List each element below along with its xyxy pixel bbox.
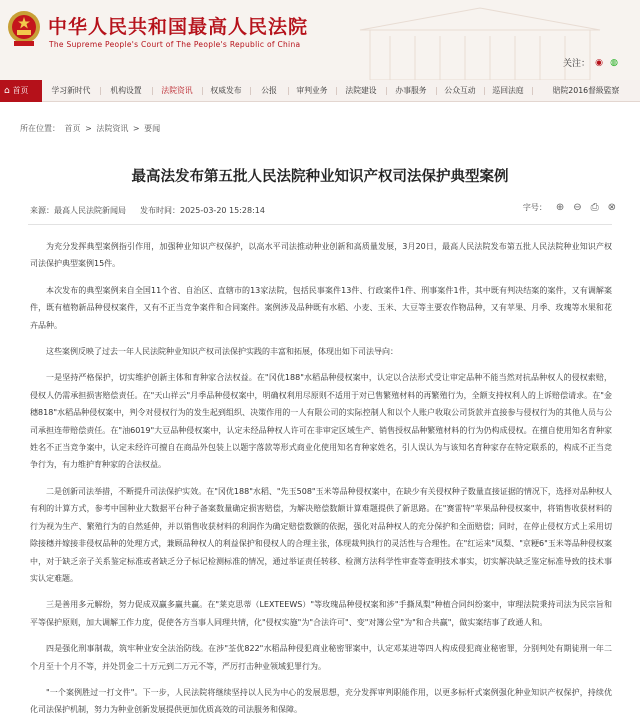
- article-meta: [30, 205, 265, 216]
- nav-item[interactable]: [250, 80, 288, 102]
- paragraph: 一是坚持严格保护，切实维护创新主体和育种家合法权益。在"冈优188"水稻品种侵权案中，认定以合法形式受让审定品种不能当然对抗品种权人的侵权索赔，侵权人仍需承担损害赔偿责任。在"天山祥云"月季品种侵权案中，明确权利用尽原则不适用于对已售繁殖材料的再繁殖行为，全额支持权利人的上诉赔偿请求。在"金穗818"水稻品种侵权案中，判令对侵权行为的发生起到组织、决策作用的一人有限公司的实际控制人和以个人账户收取公司货款并直接参与侵权行为的其他人员与公司承担连带赔偿责任。在"油6019"大豆品种侵权案中，认定未经品种权人许可在非审定区域生产、销售授权品种繁殖材料的行为仍构成侵权。在擅自使用知名育种家姓名不正当竞争案中，认定未经许可擅自在商品外包装上以题字落款等形式商业化使用知名育种家姓名，引人误认为与该知名育种家存在特定联系的，构成不正当竞争行为，有力维护育种家的合法权益。: [30, 373, 612, 470]
- nav-item[interactable]: [42, 80, 100, 102]
- site-subtitle: The Supreme People's Court of The People's Republic of China: [49, 40, 301, 49]
- time-label: 发布时间：: [140, 206, 180, 215]
- nav-item[interactable]: [386, 80, 436, 102]
- breadcrumb-home[interactable]: 首页: [64, 124, 81, 133]
- nav-item[interactable]: [532, 80, 640, 102]
- nav-item-label: 法院资讯: [161, 85, 193, 95]
- article-tools: [523, 202, 616, 213]
- main-nav: [0, 80, 640, 102]
- nav-item[interactable]: [336, 80, 386, 102]
- paragraph: 为充分发挥典型案例指引作用，加强种业知识产权保护，以高水平司法推动种业创新和高质量发展，3月20日，最高人民法院发布第五批人民法院种业知识产权司法保护典型案例15件。: [30, 242, 612, 269]
- follow-bar: [563, 56, 620, 69]
- paragraph: 这些案例反映了过去一年人民法院种业知识产权司法保护实践的丰富和拓展，体现出如下司法导向：: [46, 347, 398, 357]
- weibo-icon[interactable]: ◉: [595, 57, 603, 68]
- breadcrumb: [20, 123, 162, 134]
- site-header: [0, 0, 640, 80]
- nav-item-label: 公众互动: [444, 85, 476, 95]
- nav-item-label: 首页: [12, 85, 29, 95]
- follow-label: 关注：: [562, 59, 590, 69]
- nav-item-label: 权威发布: [210, 85, 242, 95]
- nav-item[interactable]: [100, 80, 152, 102]
- breadcrumb-news[interactable]: 法院资讯: [96, 124, 129, 133]
- nav-item[interactable]: [152, 80, 202, 102]
- nav-item[interactable]: [436, 80, 484, 102]
- nav-item-label: 法院建设: [345, 85, 377, 95]
- fontsize-label: 字号：: [522, 203, 547, 212]
- article-body: [30, 238, 612, 724]
- divider: [28, 224, 612, 225]
- nav-item-label: 办事服务: [395, 85, 427, 95]
- source-label: 来源：: [30, 206, 54, 215]
- paragraph: 四是强化刑事制裁，筑牢种业安全法治防线。在涉"荃优822"水稻品种侵犯商业秘密罪案中，认定邓某进等四人构成侵犯商业秘密罪，分别判处有期徒刑一年二个月至十个月不等，并处罚金二十万元到二万元不等，严厉打击种业领域犯罪行为。: [30, 644, 612, 671]
- home-icon: ⌂: [4, 85, 10, 96]
- paragraph: 本次发布的典型案例来自全国11个省、自治区、直辖市的13家法院，包括民事案件13件、行政案件1件、刑事案件1件，其中既有判决结案的案件，又有调解案件，既有植物新品种侵权案件，又有不正当竞争案件和合同案件。案例涉及品种既有水稻、小麦、玉米、大豆等主要农作物品种，又有苹果、月季、玫瑰等水果和花卉品种。: [30, 285, 612, 330]
- close-icon[interactable]: ⊗: [607, 202, 616, 213]
- paragraph: 三是善用多元解纷，努力促成双赢多赢共赢。在"莱克思蒂（LEXTEEWS）"等玫瑰品种侵权案和涉"手撕凤梨"种植合同纠纷案中，审理法院秉持司法为民宗旨和平等保护原则，加大调解工作力度，促使各方当事人同理共情，化"侵权实施"为"合法许可"、变"对簿公堂"为"和合共赢"，做实案结事了政通人和。: [30, 600, 612, 627]
- print-icon[interactable]: ⎙: [590, 202, 599, 213]
- breadcrumb-separator: >: [85, 124, 92, 133]
- breadcrumb-separator: >: [132, 124, 140, 133]
- time-value: 2025-03-20 15:28:14: [180, 206, 265, 215]
- nav-item[interactable]: [484, 80, 532, 102]
- breadcrumb-headlines[interactable]: 要闻: [144, 124, 161, 133]
- nav-item-label: 賠院2016督級監察: [552, 85, 620, 95]
- national-emblem-icon[interactable]: [6, 8, 42, 48]
- nav-item-label: 学习新时代: [51, 85, 91, 95]
- nav-item-label: 巡回法庭: [492, 85, 524, 95]
- nav-item-label: 公报: [261, 85, 277, 95]
- font-small-icon[interactable]: ⊖: [573, 202, 582, 213]
- nav-item-label: 机构设置: [110, 85, 142, 95]
- breadcrumb-prefix: 所在位置：: [20, 124, 60, 133]
- paragraph: "一个案例胜过一打文件"。下一步，人民法院将继续坚持以人民为中心的发展思想，充分发挥审判职能作用，以更多标杆式案例强化种业知识产权保护，持续优化司法保护机制，努力为种业创新发展提供更加优质高效的司法服务和保障。: [30, 687, 612, 715]
- site-title[interactable]: 中华人民共和国最高人民法院: [48, 16, 309, 38]
- nav-item-label: 审判业务: [296, 85, 328, 95]
- wechat-icon[interactable]: ◍: [610, 57, 618, 68]
- font-large-icon[interactable]: ⊕: [555, 202, 565, 213]
- source-value: 最高人民法院新闻局: [54, 206, 126, 215]
- nav-home[interactable]: [0, 80, 42, 102]
- nav-item[interactable]: [202, 80, 250, 102]
- nav-item[interactable]: [288, 80, 336, 102]
- paragraph: 二是创新司法举措，不断提升司法保护实效。在"冈优188"水稻、"先玉508"玉米等品种侵权案中，在缺少有关侵权种子数量直接证据的情况下，选择对品种权人有利的计算方式，参考中国种业大数据平台种子备案数量确定损害赔偿，为解决赔偿数额计算难题提供了新思路。在"赛雷特"苹果品种侵权案中，将销售收获材料的行为视为生产、繁殖行为的自然延伸，并以销售收获材料的利润作为确定赔偿数额的依据，强化对品种权人的充分保护和全面赔偿；同时，在停止侵权方式上采用切除接穗并嫁接非侵权品种的处理方式，兼顾品种权人的利益保护和侵权人的合理主张，体现裁判执行的灵活性与合理性。在"红运来"凤梨、"京粳6"玉米等品种侵权案中，对于缺乏亲子关系鉴定标准或者缺乏分子标记检测标准的情况，通过举证责任转移、检测方法科学性审查等查明技术事实，切实解决缺乏鉴定标准导致的技术事实认定难题。: [30, 486, 612, 583]
- article-title: 最高法发布第五批人民法院种业知识产权司法保护典型案例: [131, 169, 509, 185]
